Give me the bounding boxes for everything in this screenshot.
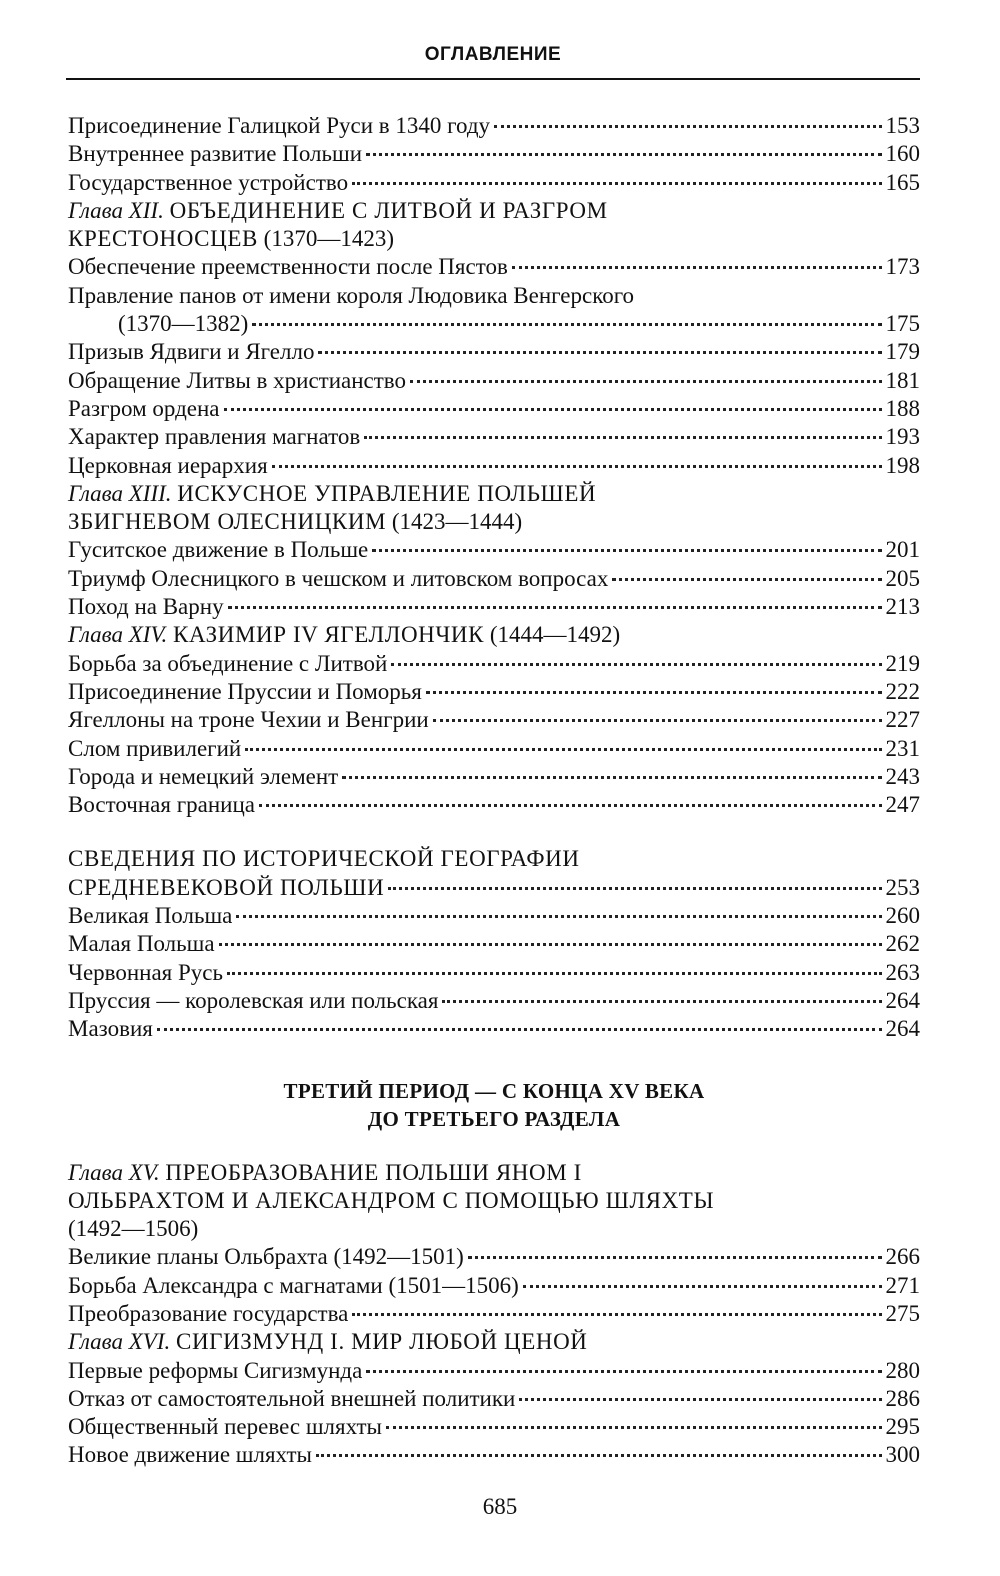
dot-leader <box>352 1312 881 1316</box>
table-of-contents <box>68 112 920 1470</box>
toc-entry-page: 231 <box>885 735 920 761</box>
dot-leader <box>442 999 881 1003</box>
chapter-title-continued: ЗБИГНЕВОМ ОЛЕСНИЦКИМ <box>68 509 387 535</box>
toc-entry-page: 243 <box>885 763 920 789</box>
section-spacer <box>68 819 920 845</box>
dot-leader <box>219 942 882 946</box>
toc-entry-title: Малая Польша <box>68 931 215 957</box>
toc-entry-title: Присоединение Пруссии и Поморья <box>68 678 422 704</box>
dot-leader <box>391 662 881 666</box>
toc-entry-title: Церковная иерархия <box>68 452 268 478</box>
chapter-title-continued: ОЛЬБРАХТОМ И АЛЕКСАНДРОМ С ПОМОЩЬЮ ШЛЯХТЫ <box>68 1187 715 1213</box>
toc-entry-title: Присоединение Галицкой Руси в 1340 году <box>68 113 491 138</box>
dot-leader <box>523 1284 882 1288</box>
dot-leader <box>352 181 881 185</box>
toc-entry[interactable] <box>68 593 920 621</box>
toc-entry[interactable] <box>68 902 920 930</box>
toc-entry[interactable] <box>68 423 920 451</box>
toc-entry[interactable] <box>68 987 920 1015</box>
toc-entry[interactable] <box>68 1441 920 1469</box>
toc-entry-title: Червонная Русь <box>68 959 224 985</box>
period-heading: ТРЕТИЙ ПЕРИОД — С КОНЦА XV ВЕКА <box>283 1078 705 1103</box>
section-heading[interactable]: СВЕДЕНИЯ ПО ИСТОРИЧЕСКОЙ ГЕОГРАФИИ <box>68 846 580 872</box>
toc-entry-page: 179 <box>885 339 920 365</box>
header-rule <box>66 78 920 80</box>
toc-entry-title: Ягеллоны на троне Чехии и Венгрии <box>68 707 429 733</box>
toc-entry-page: 280 <box>885 1357 920 1383</box>
chapter-heading-continued <box>68 508 920 536</box>
dot-leader <box>236 914 881 918</box>
toc-entry-title: Государственное устройство <box>68 169 349 195</box>
dot-leader <box>512 265 882 269</box>
chapter-title: ПРЕОБРАЗОВАНИЕ ПОЛЬШИ ЯНОМ I <box>165 1159 582 1185</box>
toc-entry[interactable] <box>68 791 920 819</box>
toc-entry[interactable] <box>68 706 920 734</box>
toc-entry-title: Слом привилегий <box>68 735 242 761</box>
toc-entry-title: Пруссия — королевская или польская <box>68 987 439 1013</box>
toc-entry[interactable] <box>68 678 920 706</box>
toc-entry-page: 227 <box>885 707 920 733</box>
dot-leader <box>259 803 882 807</box>
dot-leader <box>388 886 881 890</box>
toc-entry-title: Призыв Ядвиги и Ягелло <box>68 339 315 365</box>
chapter-label: Глава XIII. <box>68 480 172 506</box>
toc-entry[interactable] <box>68 367 920 395</box>
toc-entry[interactable] <box>68 253 920 281</box>
toc-entry-title: Города и немецкий элемент <box>68 763 339 789</box>
toc-entry[interactable] <box>68 140 920 168</box>
chapter-heading[interactable] <box>68 1328 920 1356</box>
toc-entry[interactable] <box>68 1357 920 1385</box>
chapter-heading-continued <box>68 225 920 253</box>
toc-entry-page: 173 <box>885 254 920 280</box>
toc-entry-title: Великая Польша <box>68 903 233 929</box>
chapter-heading[interactable] <box>68 197 920 225</box>
dot-leader <box>433 718 882 722</box>
toc-entry[interactable] <box>68 1243 920 1271</box>
toc-entry-title: Новое движение шляхты <box>68 1442 312 1468</box>
toc-entry[interactable] <box>68 452 920 480</box>
toc-entry[interactable] <box>68 338 920 366</box>
dot-leader <box>366 1369 881 1373</box>
page-number: 685 <box>482 1494 518 1519</box>
dot-leader <box>372 548 881 552</box>
toc-entry-title: Отказ от самостоятельной внешней политики <box>68 1385 516 1411</box>
toc-entry[interactable] <box>68 395 920 423</box>
toc-entry-page: 264 <box>885 1016 920 1042</box>
toc-entry-page: 262 <box>885 931 920 957</box>
toc-entry[interactable] <box>68 536 920 564</box>
toc-entry-page: 181 <box>885 367 920 393</box>
dot-leader <box>316 1453 882 1457</box>
toc-entry-title: Внутреннее развитие Польши <box>68 141 363 167</box>
toc-entry-title: Триумф Олесницкого в чешском и литовском вопросах <box>68 565 609 591</box>
toc-entry-title: Мазовия <box>68 1016 153 1042</box>
chapter-title: СИГИЗМУНД I. МИР ЛЮБОЙ ЦЕНОЙ <box>176 1329 588 1355</box>
toc-entry-title: Характер правления магнатов <box>68 424 361 450</box>
dot-leader <box>364 435 881 439</box>
chapter-years: (1492—1506) <box>68 1216 199 1242</box>
toc-entry[interactable] <box>68 650 920 678</box>
chapter-heading[interactable] <box>68 480 920 508</box>
toc-entry[interactable] <box>68 565 920 593</box>
toc-entry[interactable] <box>68 112 920 140</box>
toc-entry-page: 219 <box>885 650 920 676</box>
toc-entry-page: 213 <box>885 594 920 620</box>
section-spacer <box>68 1044 920 1077</box>
dot-leader <box>612 577 881 581</box>
toc-entry-title: Борьба за объединение с Литвой <box>68 650 388 676</box>
chapter-label: Глава XVI. <box>68 1329 171 1355</box>
dot-leader <box>252 322 881 326</box>
dot-leader <box>224 407 882 411</box>
toc-entry-page: 295 <box>885 1414 920 1440</box>
chapter-heading[interactable] <box>68 621 920 649</box>
period-heading-continued: ДО ТРЕТЬЕГО РАЗДЕЛА <box>367 1106 621 1131</box>
toc-entry-page: 198 <box>885 452 920 478</box>
toc-entry[interactable] <box>68 959 920 987</box>
dot-leader <box>366 152 881 156</box>
dot-leader <box>426 690 882 694</box>
toc-entry-title: Поход на Варну <box>68 594 224 620</box>
toc-entry[interactable] <box>68 310 920 338</box>
toc-entry[interactable] <box>68 1015 920 1043</box>
chapter-title: ОБЪЕДИНЕНИЕ С ЛИТВОЙ И РАЗГРОМ <box>169 197 608 223</box>
chapter-years: (1444—1492) <box>489 622 621 648</box>
dot-leader <box>494 124 881 128</box>
chapter-heading[interactable] <box>68 1159 920 1187</box>
toc-entry-title: Разгром ордена <box>68 395 220 421</box>
dot-leader <box>245 747 881 751</box>
toc-entry-page: 153 <box>885 113 920 138</box>
toc-entry-page: 188 <box>885 395 920 421</box>
toc-entry-title: Гуситское движение в Польше <box>68 537 369 563</box>
running-head: ОГЛАВЛЕНИЕ <box>424 44 562 65</box>
dot-leader <box>342 775 881 779</box>
toc-entry[interactable] <box>68 169 920 197</box>
toc-entry[interactable] <box>68 763 920 791</box>
toc-entry-page: 300 <box>885 1442 920 1468</box>
dot-leader <box>272 464 882 468</box>
toc-entry-title: Восточная граница <box>68 792 255 818</box>
toc-entry-page: 271 <box>885 1272 920 1298</box>
toc-entry[interactable] <box>68 1385 920 1413</box>
toc-entry[interactable] <box>68 1272 920 1300</box>
chapter-title-continued: КРЕСТОНОСЦЕВ <box>68 226 258 252</box>
toc-entry-page: 264 <box>885 987 920 1013</box>
toc-entry-page: 201 <box>885 537 920 563</box>
dot-leader <box>318 350 881 354</box>
section-spacer <box>68 1133 920 1159</box>
chapter-title: ИСКУСНОЕ УПРАВЛЕНИЕ ПОЛЬШЕЙ <box>177 480 597 506</box>
chapter-label: Глава XIV. <box>68 622 168 648</box>
toc-entry-page: 175 <box>885 311 920 337</box>
chapter-years: (1423—1444) <box>391 509 523 535</box>
toc-entry-page: 286 <box>885 1385 920 1411</box>
chapter-years: (1370—1423) <box>263 226 394 252</box>
toc-entry[interactable] <box>68 930 920 958</box>
toc-entry-page: 193 <box>885 424 920 450</box>
toc-entry-title: Великие планы Ольбрахта (1492—1501) <box>68 1244 464 1270</box>
toc-entry-title-line[interactable]: Правление панов от имени короля Людовика Венгерского <box>68 282 635 308</box>
dot-leader <box>519 1397 881 1401</box>
toc-entry-page: 253 <box>885 874 920 900</box>
chapter-label: Глава XII. <box>68 197 164 223</box>
section-heading-continued: СРЕДНЕВЕКОВОЙ ПОЛЬШИ <box>68 874 385 900</box>
chapter-title: КАЗИМИР IV ЯГЕЛЛОНЧИК <box>173 622 485 648</box>
toc-entry[interactable] <box>68 1300 920 1328</box>
dot-leader <box>386 1425 881 1429</box>
dot-leader <box>468 1255 882 1259</box>
toc-entry-page: 247 <box>885 792 920 818</box>
toc-entry-page: 275 <box>885 1300 920 1326</box>
toc-entry-title: Общественный перевес шляхты <box>68 1414 383 1440</box>
dot-leader <box>410 379 881 383</box>
toc-entry-title: Обеспечение преемственности после Пястов <box>68 254 508 280</box>
toc-entry-page: 222 <box>885 678 920 704</box>
dot-leader <box>157 1027 882 1031</box>
toc-entry-title-continued: (1370—1382) <box>118 311 249 337</box>
toc-entry-title: Обращение Литвы в христианство <box>68 367 407 393</box>
toc-entry[interactable] <box>68 874 920 902</box>
chapter-label: Глава XV. <box>68 1159 160 1185</box>
toc-entry-page: 266 <box>885 1244 920 1270</box>
toc-entry[interactable] <box>68 735 920 763</box>
dot-leader <box>228 605 882 609</box>
dot-leader <box>227 971 881 975</box>
toc-entry-title: Борьба Александра с магнатами (1501—1506) <box>68 1272 519 1298</box>
toc-entry[interactable] <box>68 1413 920 1441</box>
toc-entry-title: Первые реформы Сигизмунда <box>68 1357 363 1383</box>
toc-entry-page: 263 <box>885 959 920 985</box>
toc-entry-page: 160 <box>885 141 920 167</box>
toc-entry-page: 260 <box>885 903 920 929</box>
toc-entry-page: 165 <box>885 169 920 195</box>
toc-entry-page: 205 <box>885 565 920 591</box>
toc-entry-title: Преобразование государства <box>68 1300 349 1326</box>
